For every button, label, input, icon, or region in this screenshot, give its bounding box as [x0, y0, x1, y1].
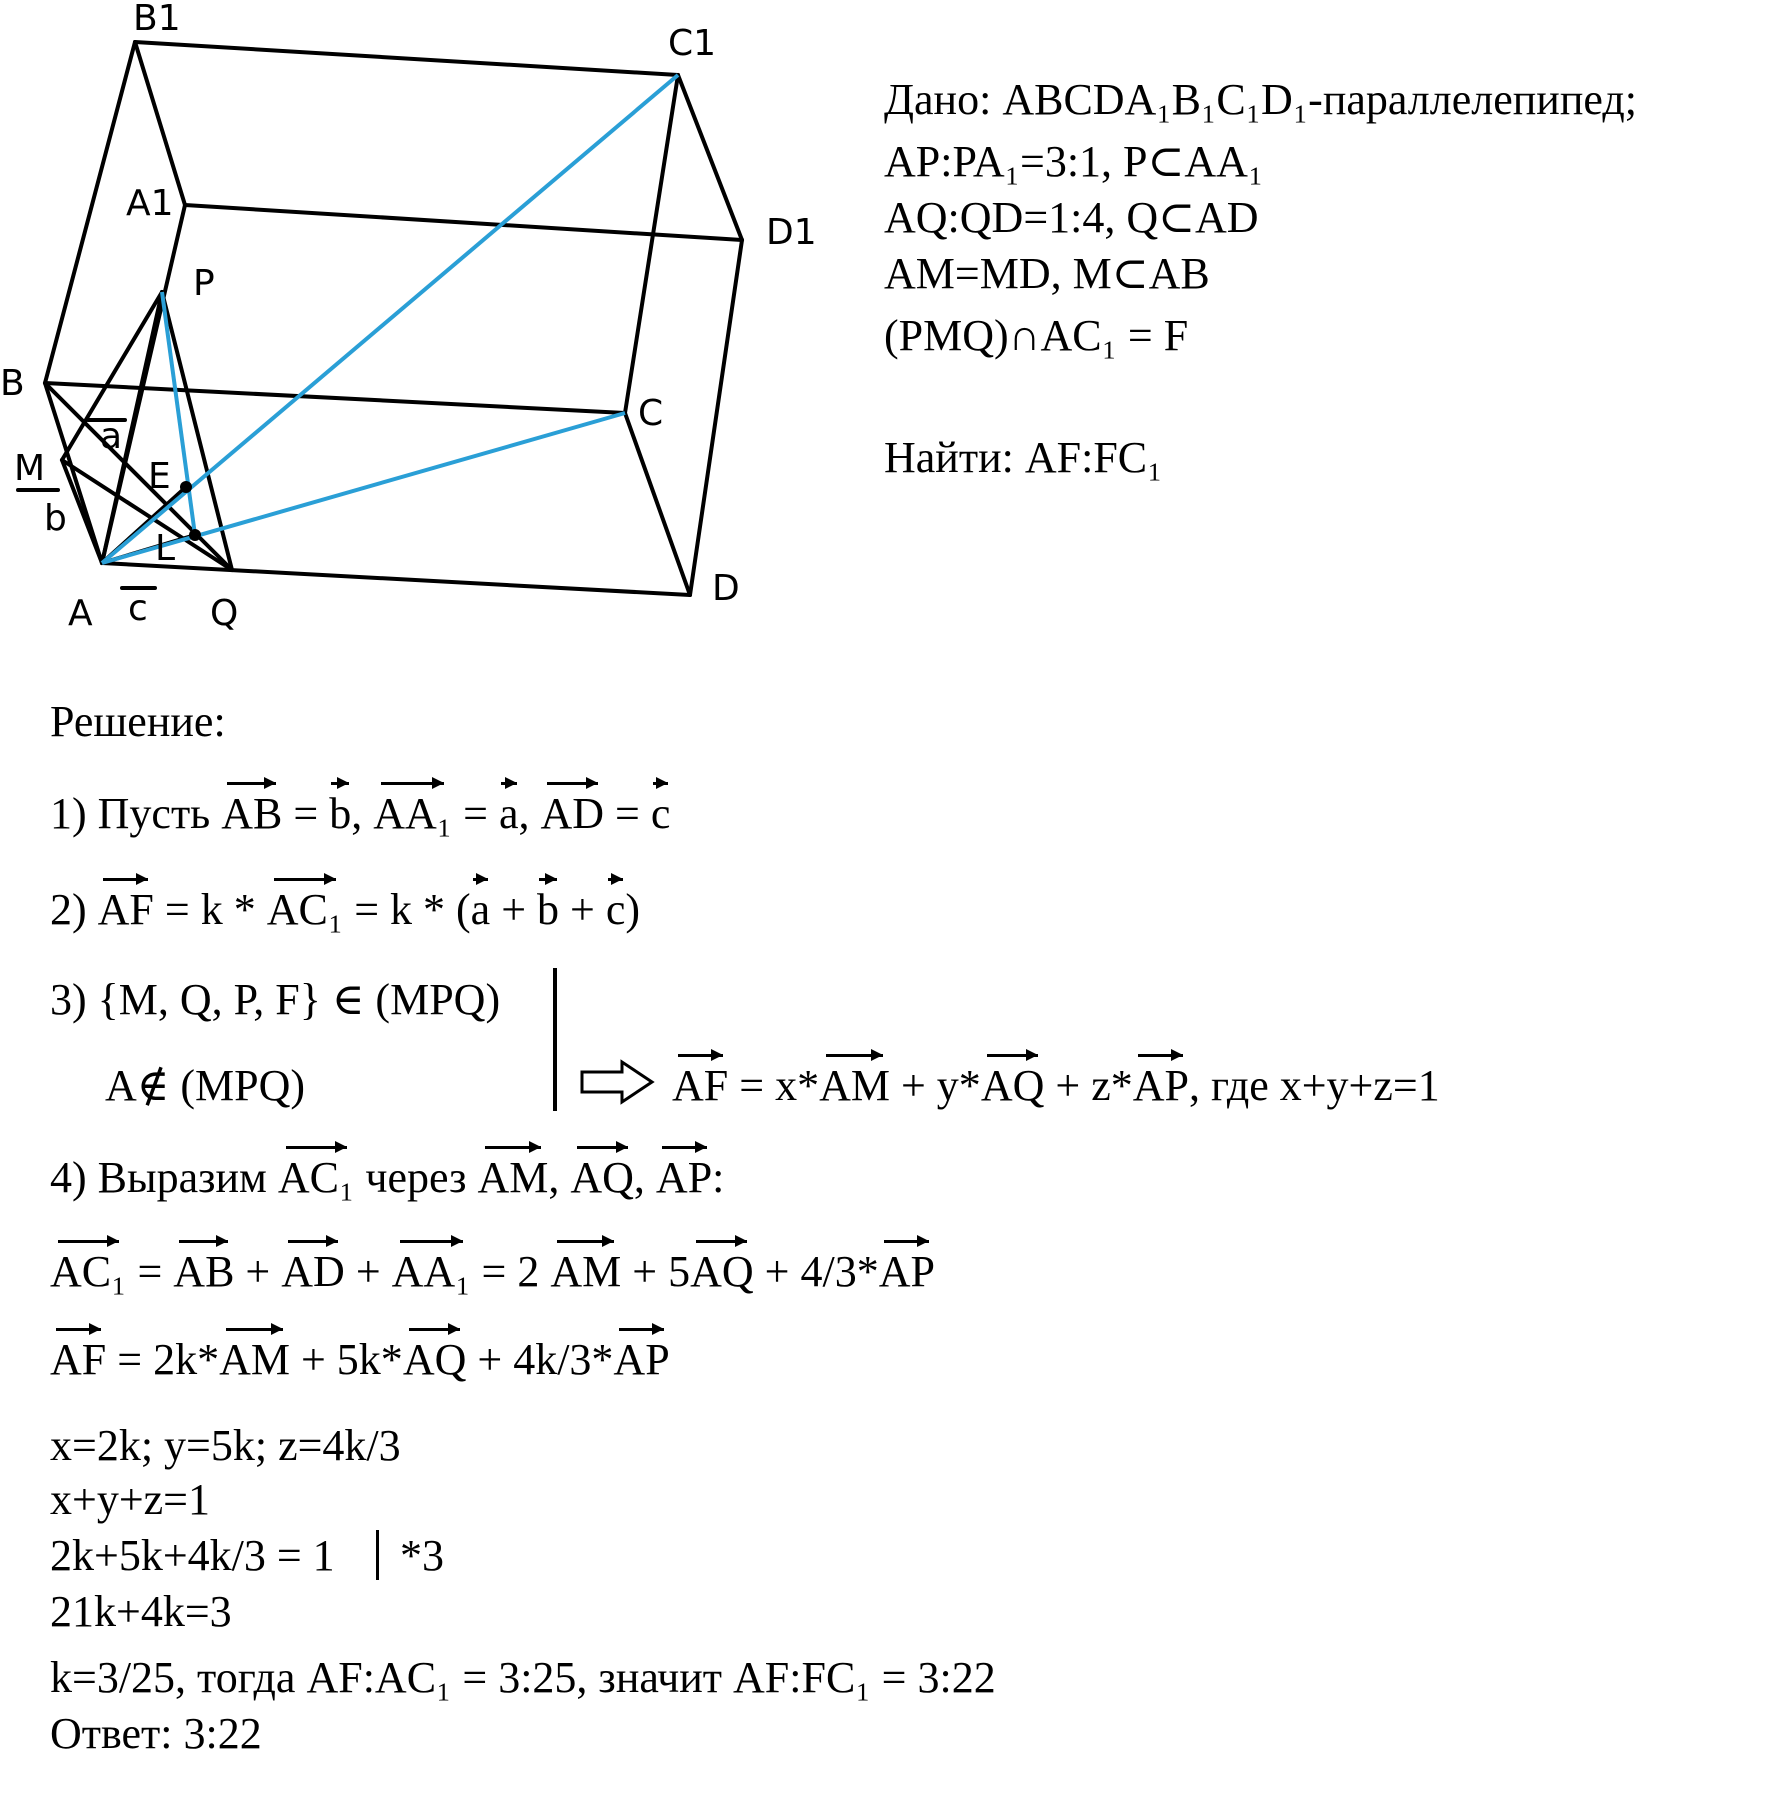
solution-heading: Решение: [50, 697, 226, 746]
answer-line: Ответ: 3:22 [50, 1709, 262, 1758]
label-m: M [14, 448, 46, 489]
label-e: E [148, 456, 171, 497]
label-l: L [155, 528, 176, 569]
equation-2: AF = 2k*AM + 5k*AQ + 4k/3*AP [50, 1335, 670, 1384]
step-4: 4) Выразим AC₁ через AM, AQ, AP: [50, 1153, 725, 1202]
given-line-5: (PMQ)∩AC₁ = F [884, 311, 1189, 360]
label-b1: B1 [133, 0, 181, 39]
figure-edges [18, 42, 742, 595]
step-1: 1) Пусть AB = b, AA₁ = a, AD = c [50, 789, 671, 838]
equation-line: 2k+5k+4k/3 = 1 [50, 1531, 335, 1580]
simplified-line: 21k+4k=3 [50, 1587, 232, 1636]
label-vec-b: b [44, 498, 67, 539]
coefficients-line: x=2k; y=5k; z=4k/3 [50, 1421, 401, 1470]
given-line-3: AQ:QD=1:4, Q⊂AD [884, 193, 1259, 242]
step-3-result: AF = x*AM + y*AQ + z*AP, где x+y+z=1 [672, 1061, 1440, 1110]
given-line-2: AP:PA₁=3:1, P⊂AA₁ [884, 137, 1264, 186]
label-b: B [0, 363, 25, 404]
step-3-line-2: A∉ (MPQ) [105, 1061, 306, 1110]
label-vec-c: c [128, 588, 148, 629]
find-line: Найти: AF:FC₁ [884, 433, 1163, 482]
label-vec-a: a [100, 416, 123, 457]
multiply-note: *3 [400, 1531, 444, 1580]
label-a: A [68, 593, 93, 634]
implies-arrow-icon [578, 1058, 658, 1106]
sum-line: x+y+z=1 [50, 1475, 210, 1524]
multiply-bar [376, 1530, 379, 1580]
label-c1: C1 [668, 23, 717, 64]
given-line-4: AM=MD, M⊂AB [884, 249, 1210, 298]
step-3-line-1: 3) {M, Q, P, F} ∈ (MPQ) [50, 975, 501, 1024]
conclusion-line: k=3/25, тогда AF:AC₁ = 3:25, значит AF:FC₁ = 3:22 [50, 1653, 996, 1702]
label-d: D [712, 568, 740, 609]
system-brace [553, 968, 557, 1111]
label-p: P [193, 263, 215, 304]
label-q: Q [210, 593, 239, 634]
parallelepiped-figure [0, 0, 840, 640]
given-line-1: Дано: ABCDA₁B₁C₁D₁-параллелепипед; [884, 75, 1637, 124]
equation-1: AC₁ = AB + AD + AA₁ = 2 AM + 5AQ + 4/3*AP [50, 1247, 935, 1296]
step-2: 2) AF = k * AC₁ = k * (a + b + c) [50, 885, 641, 934]
label-c: C [638, 393, 664, 434]
label-a1: A1 [126, 183, 174, 224]
label-d1: D1 [766, 212, 817, 253]
